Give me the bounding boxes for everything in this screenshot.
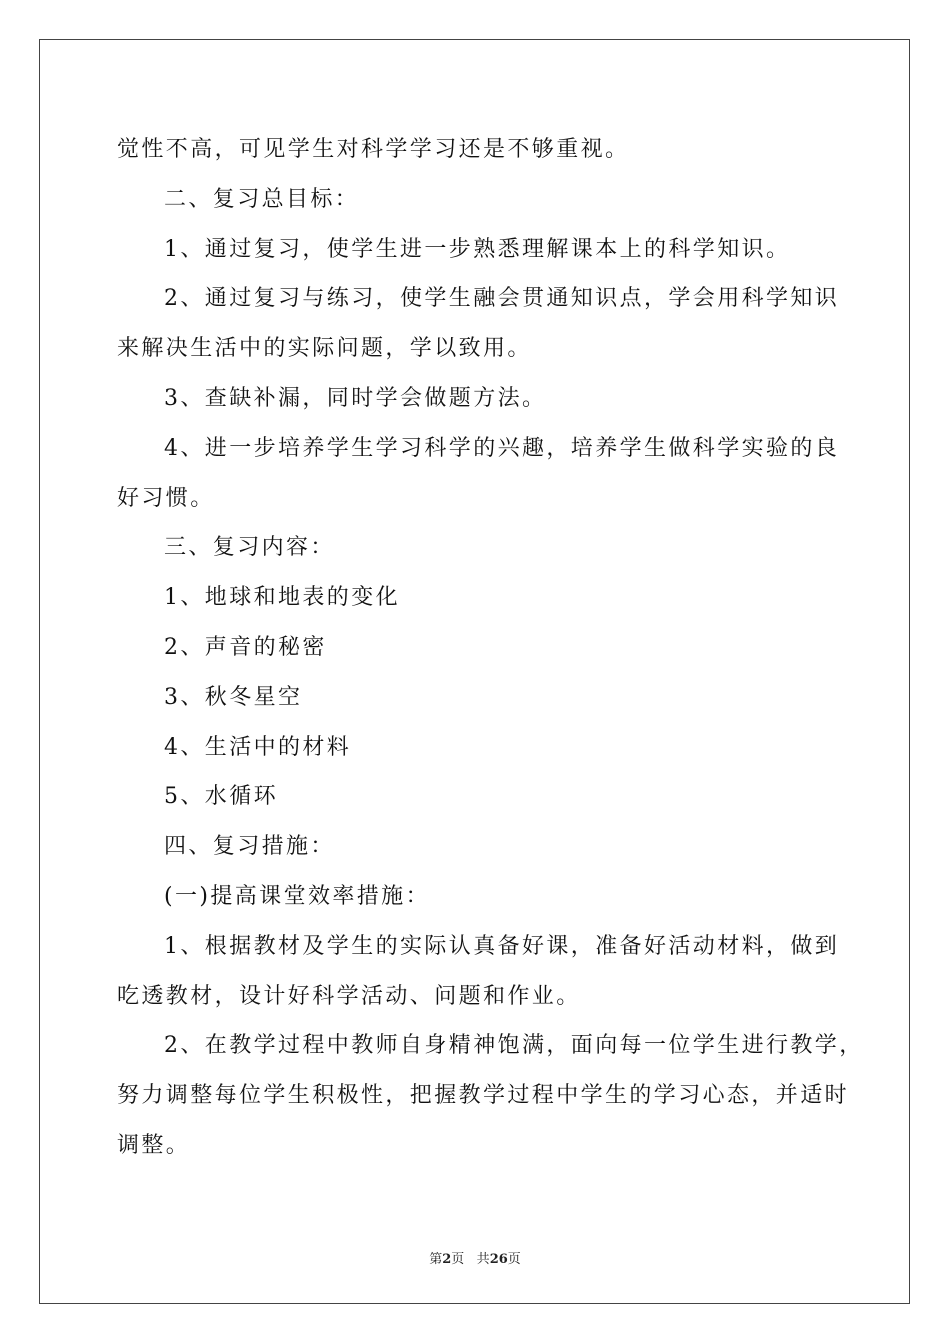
text-line: 2、在教学过程中教师自身精神饱满，面向每一位学生进行教学， [164, 1033, 864, 1059]
text-line: 1、根据教材及学生的实际认真备好课，准备好活动材料，做到 [164, 933, 840, 959]
text-line: 3、查缺补漏，同时学会做题方法。 [164, 385, 547, 411]
current-page-number: 2 [442, 1252, 452, 1267]
footer-total-suffix: 页 [507, 1252, 521, 1267]
footer-total-prefix: 共 [476, 1252, 490, 1267]
list-item: 3、秋冬星空 [164, 684, 303, 710]
section-heading-goals: 二、复习总目标： [164, 186, 360, 212]
text-line: 1、通过复习，使学生进一步熟悉理解课本上的科学知识。 [164, 236, 791, 262]
section-heading-content: 三、复习内容： [164, 535, 335, 561]
text-line: 觉性不高，可见学生对科学学习还是不够重视。 [117, 137, 630, 162]
text-line: 努力调整每位学生积极性，把握教学过程中学生的学习心态，并适时 [117, 1083, 850, 1109]
text-line: 来解决生活中的实际问题，学以致用。 [117, 336, 532, 362]
text-line: 好习惯。 [117, 485, 215, 511]
list-item: 1、地球和地表的变化 [164, 585, 400, 611]
text-line: 调整。 [117, 1132, 191, 1158]
text-line: 吃透教材，设计好科学活动、问题和作业。 [117, 983, 581, 1009]
document-body [117, 125, 864, 1171]
list-item: 2、声音的秘密 [164, 634, 327, 660]
text-line: 4、进一步培养学生学习科学的兴趣，培养学生做科学实验的良 [164, 435, 840, 461]
list-item: 5、水循环 [164, 784, 278, 810]
section-heading-measures: 四、复习措施： [164, 834, 335, 860]
page-footer [0, 1248, 950, 1267]
total-pages-number: 26 [489, 1252, 508, 1267]
list-item: 4、生活中的材料 [164, 734, 352, 760]
subsection-heading: (一)提高课堂效率措施： [164, 883, 430, 909]
footer-prefix: 第 [429, 1252, 443, 1267]
text-line: 2、通过复习与练习，使学生融会贯通知识点，学会用科学知识 [164, 286, 840, 312]
footer-page-word: 页 [451, 1252, 465, 1267]
